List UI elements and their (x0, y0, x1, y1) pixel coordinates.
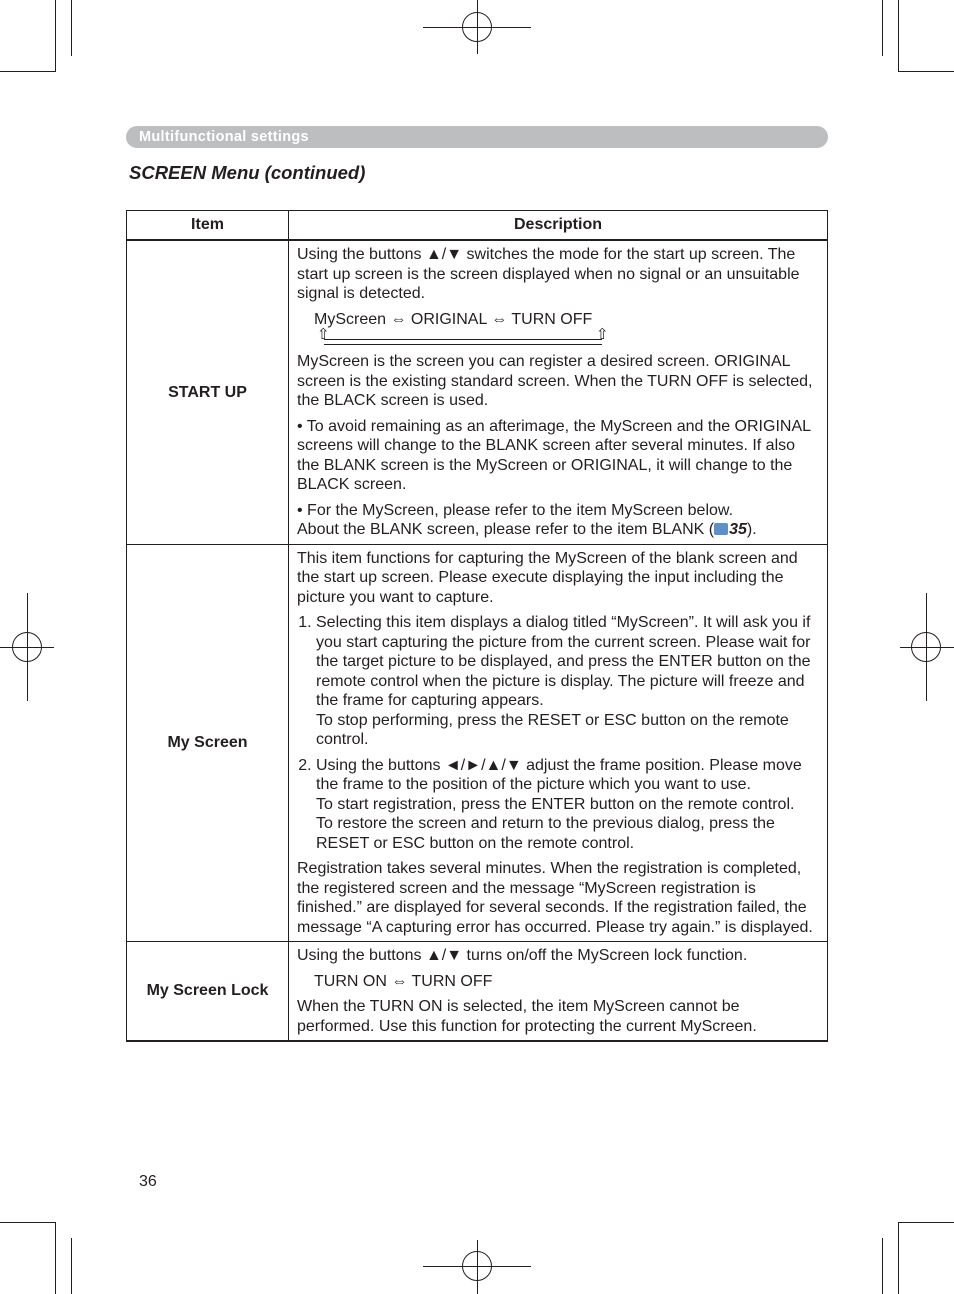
lock-note: When the TURN ON is selected, the item MyScreen cannot be performed. Use this function for protecting the current MyScreen. (297, 998, 757, 1035)
blank-reference-close: ). (746, 521, 757, 538)
description-start-up (289, 240, 828, 544)
my-screen-registration-note: Registration takes several minutes. When the registration is completed, the registered screen and the message “MyScreen registration is finished.” are displayed for several seconds. If the registration failed, the message “A capturing error has occurred. Please try again.” is displayed. (297, 860, 813, 936)
screen-menu-table (126, 210, 828, 1042)
table-row-my-screen (127, 544, 828, 942)
table-row-start-up (127, 240, 828, 544)
description-column-header: Description (289, 211, 828, 241)
start-up-afterimage-note: • To avoid remaining as an afterimage, the MyScreen and the ORIGINAL screens will change to the BLANK screen after several minutes. If also the BLANK screen is the MyScreen or ORIGINAL, it will change to the BLACK screen. (297, 417, 811, 493)
page-reference: 35 (729, 521, 747, 538)
table-row-my-screen-lock (127, 942, 828, 1042)
my-screen-step-2 (316, 756, 821, 854)
item-my-screen: My Screen (127, 544, 289, 942)
my-screen-intro: This item functions for capturing the MyScreen of the blank screen and the start up screen. Please execute displaying the input including the picture you want to capture. (297, 549, 798, 606)
blank-reference-text: About the BLANK screen, please refer to the item BLANK ( (297, 521, 715, 538)
start-up-modes-text: MyScreen is the screen you can register a desired screen. ORIGINAL screen is the existing standard screen. When the TURN OFF is selected, the BLACK screen is used. (297, 353, 813, 409)
book-icon (714, 523, 728, 535)
start-up-cycle: MyScreen ⇔ ORIGINAL ⇔ TURN OFF (314, 310, 593, 328)
section-label: Multifunctional settings (139, 129, 309, 145)
description-my-screen-lock (289, 942, 828, 1042)
lock-toggle: TURN ON ⇔ TURN OFF (314, 972, 493, 990)
description-my-screen (289, 544, 828, 942)
item-my-screen-lock: My Screen Lock (127, 942, 289, 1042)
step-1-stop-text: To stop performing, press the RESET or ESC button on the remote control. (316, 711, 789, 748)
cycle-return-arrow: ⇧ ⇧ (317, 326, 609, 343)
start-up-reference-note (297, 501, 821, 540)
my-screen-step-1 (316, 613, 821, 750)
item-column-header: Item (127, 211, 289, 241)
table-header-row (127, 211, 828, 241)
page-number: 36 (139, 1173, 157, 1190)
start-up-intro: Using the buttons ▲/▼ switches the mode for the start up screen. The start up screen is the screen displayed when no signal or an unsuitable signal is detected. (297, 246, 800, 302)
step-2-text: Using the buttons ◄/►/▲/▼ adjust the frame position. Please move the frame to the position of the picture which you want to use. (316, 756, 802, 793)
section-header-bar (126, 126, 828, 148)
page-title: SCREEN Menu (continued) (129, 162, 366, 183)
lock-intro: Using the buttons ▲/▼ turns on/off the MyScreen lock function. (297, 947, 748, 964)
item-start-up: START UP (127, 240, 289, 544)
my-screen-steps (297, 613, 821, 853)
step-2-restore-text: To restore the screen and return to the previous dialog, press the RESET or ESC button on the remote control. (316, 815, 775, 852)
step-2-start-text: To start registration, press the ENTER button on the remote control. (316, 795, 795, 813)
myscreen-reference-text: • For the MyScreen, please refer to the item MyScreen below. (297, 501, 734, 519)
step-1-text: Selecting this item displays a dialog titled “MyScreen”. It will ask you if you start capturing the picture from the current screen. Please wait for the target picture to be displayed, and press the ENTER button on the remote control when the picture is display. The picture will freeze and the frame for capturing appears. (316, 614, 811, 709)
